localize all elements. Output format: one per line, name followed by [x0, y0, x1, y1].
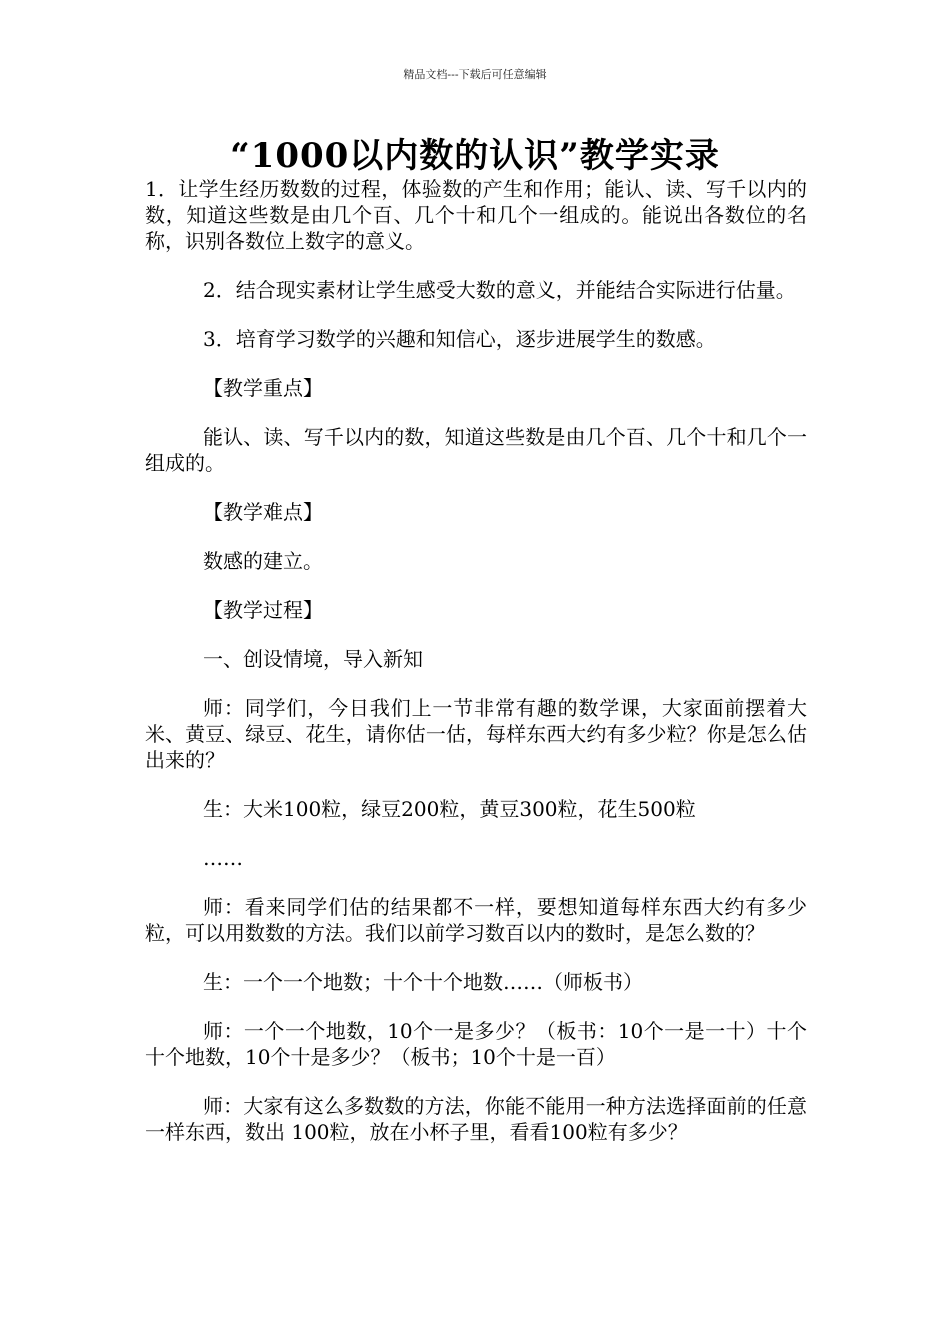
section-heading-process: 【教学过程】 [203, 598, 323, 622]
ellipsis-line: …… [203, 846, 243, 870]
paragraph-1: 1．让学生经历数数的过程，体验数的产生和作用；能认、读、写千以内的数，知道这些数是由几个百、几个十和几个一组成的。能说出各数位的名称，识别各数位上数字的意义。 [145, 177, 807, 253]
paragraph-key-points: 能认、读、写千以内的数，知道这些数是由几个百、几个十和几个一组成的。 [145, 425, 807, 475]
section-heading-key-points: 【教学重点】 [203, 376, 323, 400]
paragraph-3: 3．培育学习数学的兴趣和知信心，逐步进展学生的数感。 [203, 327, 716, 351]
dialogue-teacher-3: 师：一个一个地数，10个一是多少？（板书：10个一是一十）十个十个地数，10个十是多少？（板书；10个十是一百） [145, 1019, 807, 1069]
dialogue-student-1: 生：大米100粒，绿豆200粒，黄豆300粒，花生500粒 [203, 797, 696, 821]
paragraph-difficulties: 数感的建立。 [203, 549, 323, 573]
document-body [145, 176, 807, 1168]
dialogue-student-2: 生：一个一个地数；十个十个地数……（师板书） [203, 970, 643, 994]
page-header: 精品文档---下载后可任意编辑 [403, 68, 547, 81]
dialogue-teacher-2: 师：看来同学们估的结果都不一样，要想知道每样东西大约有多少粒，可以用数数的方法。我们以前学习数百以内的数时，是怎么数的？ [145, 895, 807, 945]
subheading-intro: 一、创设情境，导入新知 [203, 647, 423, 671]
section-heading-difficulties: 【教学难点】 [203, 500, 323, 524]
dialogue-teacher-1: 师：同学们，今日我们上一节非常有趣的数学课，大家面前摆着大米、黄豆、绿豆、花生，请你估一估，每样东西大约有多少粒？你是怎么估出来的？ [145, 696, 807, 772]
dialogue-teacher-4: 师：大家有这么多数数的方法，你能不能用一种方法选择面前的任意一样东西，数出 100粒，放在小杯子里，看看100粒有多少？ [145, 1094, 807, 1144]
document-title: “1000以内数的认识”教学实录 [230, 136, 720, 176]
paragraph-2: 2．结合现实素材让学生感受大数的意义，并能结合实际进行估量。 [203, 278, 796, 302]
